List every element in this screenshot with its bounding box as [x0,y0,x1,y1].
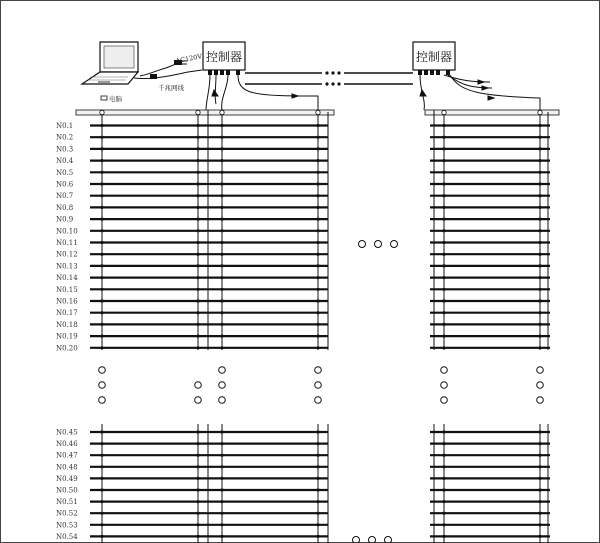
row-label: N0.18 [56,320,78,329]
row-label: N0.20 [56,344,78,353]
row-label: N0.2 [56,133,74,142]
row-label: N0.13 [56,262,78,271]
row-label: N0.53 [56,521,78,530]
controller-2 [413,42,455,75]
ellipsis-dot [315,367,322,374]
row-label: N0.15 [56,285,78,294]
rail-node [442,110,446,114]
ellipsis-dot [219,397,226,404]
ellipsis-dot [219,367,226,374]
rail-node [538,110,542,114]
network-label: 千兆网线 [158,84,184,92]
led-strip-grid [90,110,550,543]
laptop-icon [82,42,138,84]
controller-2-cables [420,75,540,112]
row-label: N0.4 [56,157,74,166]
controller-2-label: 控制器 [415,50,453,64]
row-label: N0.7 [56,192,74,201]
ellipsis-dot [99,397,106,404]
row-label: N0.50 [56,486,78,495]
row-label: N0.5 [56,168,74,177]
row-label: N0.19 [56,332,78,341]
ellipsis-dot [441,382,448,389]
ellipsis-dot [441,397,448,404]
rail-node [220,110,224,114]
row-label: N0.51 [56,498,78,507]
controller-1 [203,42,245,75]
row-labels [56,122,78,541]
top-rail-left [76,110,334,115]
row-label: N0.49 [56,474,78,483]
row-label: N0.14 [56,274,78,283]
ellipsis-dot [195,397,202,404]
rail-node [196,110,200,114]
row-label: N0.47 [56,451,78,460]
rail-node [100,110,104,114]
ellipsis-middle [359,241,398,248]
row-label: N0.6 [56,180,74,189]
row-label: N0.9 [56,215,74,224]
network-connector-icon [150,74,157,79]
ellipsis-dot [315,397,322,404]
ellipsis-dot [537,382,544,389]
row-label: N0.54 [56,532,78,541]
controller-1-cables [206,75,318,112]
row-label: N0.11 [56,239,78,247]
computer-legend-icon [101,96,107,100]
ellipsis-dot [195,382,202,389]
power-label: AC120V [174,52,203,65]
computer-label: 电脑 [109,95,122,103]
ellipsis-dot [99,382,106,389]
rail-node [316,110,320,114]
row-label: N0.48 [56,463,78,472]
row-label: N0.12 [56,250,78,259]
controller-1-label: 控制器 [205,50,243,64]
ellipsis-dot [441,367,448,374]
row-label: N0.8 [56,203,74,212]
row-label: N0.10 [56,227,78,236]
ellipsis-dot [99,367,106,374]
row-label: N0.52 [56,509,78,518]
vertical-ellipsis [99,367,544,404]
network-cable [134,70,202,79]
controller-link [245,71,413,85]
ellipsis-dot [537,397,544,404]
ellipsis-dot [219,382,226,389]
row-label: N0.16 [56,297,78,306]
row-label: N0.17 [56,309,78,318]
ellipsis-dot [315,382,322,389]
ellipsis-dot [537,367,544,374]
row-label: N0.3 [56,145,74,154]
row-label: N0.45 [56,428,78,437]
row-label: N0.46 [56,440,78,449]
row-label: N0.1 [56,122,74,130]
